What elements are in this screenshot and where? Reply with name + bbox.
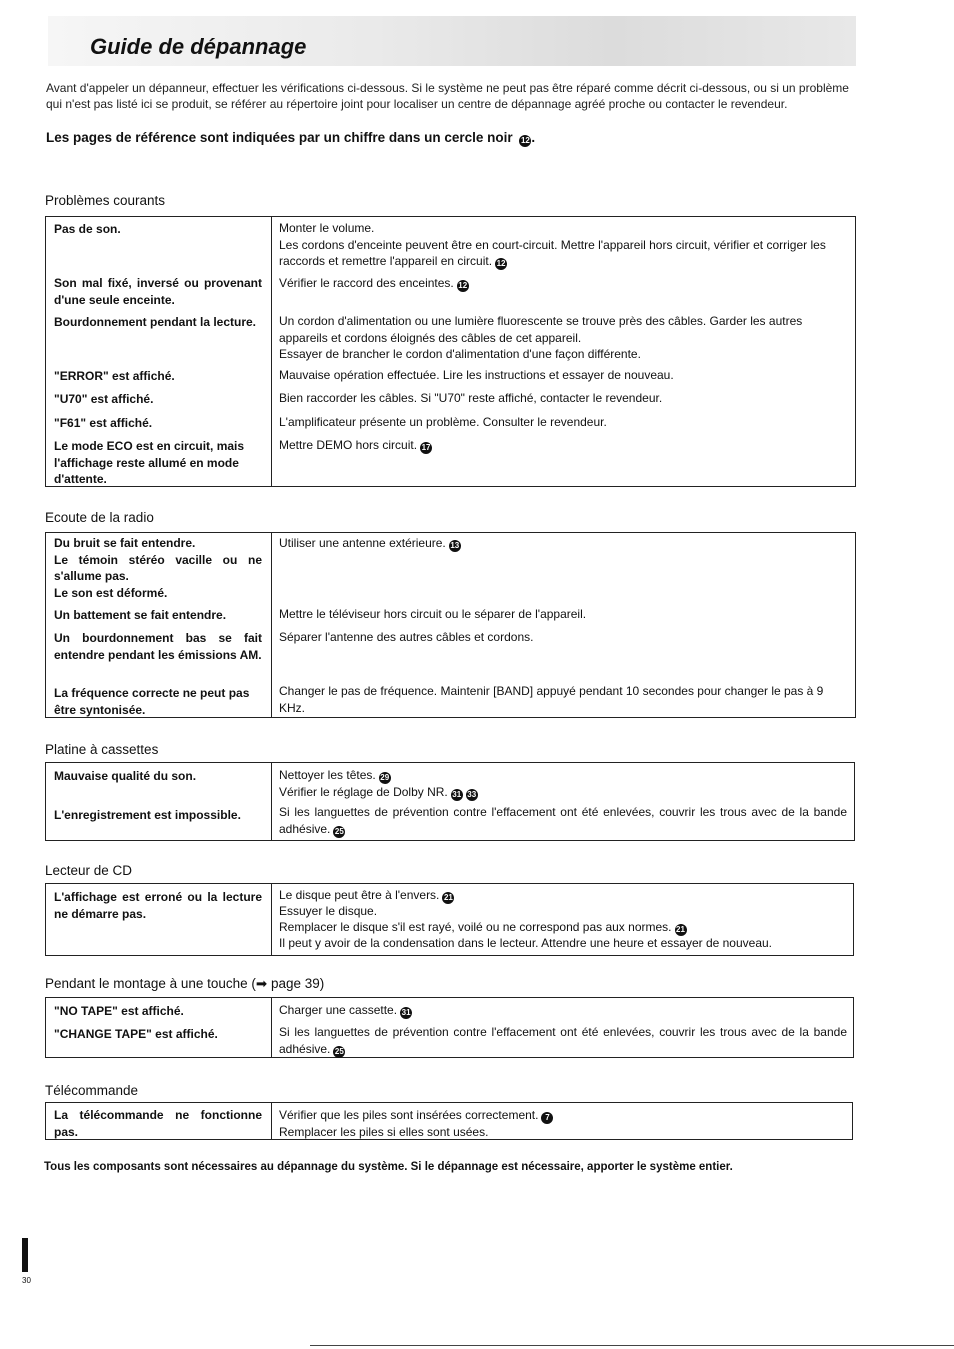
editing-table <box>45 997 854 1058</box>
problem-text: Un bourdonnement bas se fait entendre pendant les émissions AM. <box>54 631 262 662</box>
circled-number-badge: 31 <box>401 1008 411 1017</box>
circled-number-badge: 25 <box>334 1046 344 1056</box>
circled-number-badge: 33 <box>467 790 477 799</box>
page-number: 30 <box>22 1276 31 1285</box>
cd-table <box>45 883 854 956</box>
problem-text: Un battement se fait entendre. <box>54 608 227 622</box>
problem-text: "F61" est affiché. <box>54 416 153 430</box>
solution-line: Un cordon d'alimentation ou une lumière fluorescente se trouve près des câbles. Garder les autres appareils et cordons éloignés des câbles de cet appareil. <box>279 314 803 345</box>
circled-number-badge: 29 <box>380 773 390 782</box>
solution-line <box>279 1107 847 1124</box>
circled-number-badge: 12 <box>458 281 468 290</box>
column-divider <box>271 998 272 1057</box>
radio-table <box>45 532 856 718</box>
problem-text: "U70" est affiché. <box>54 392 154 406</box>
solution-line: Il peut y avoir de la condensation dans le lecteur. Attendre une heure et essayer de nouveau. <box>279 935 773 950</box>
problem-text: L'enregistrement est impossible. <box>54 808 241 822</box>
reference-note: Les pages de référence sont indiquées par un chiffre dans un cercle noir 12 . <box>46 130 536 145</box>
problem-text: Le mode ECO est en circuit, mais l'affichage reste allumé en mode d'attente. <box>54 439 245 486</box>
circled-number-badge: 21 <box>443 893 453 902</box>
problem-text: Mauvaise qualité du son. <box>54 769 197 783</box>
solution-text <box>279 888 849 951</box>
solution-line-text: Utiliser une antenne extérieure. <box>279 536 446 550</box>
solution-line-text: Remplacer le disque s'il est rayé, voilé ou ne correspond pas aux normes. <box>279 919 672 934</box>
solution-line: Essayer de brancher le cordon d'alimentation d'une façon différente. <box>279 347 641 361</box>
solution-line <box>279 784 849 801</box>
solution-text <box>279 220 849 270</box>
problem-text: Son mal fixé, inversé ou provenant d'une seule enceinte. <box>54 276 262 307</box>
common-problems-table <box>45 216 856 487</box>
circled-number-badge: 31 <box>452 790 462 799</box>
circled-number-badge: 13 <box>450 541 460 550</box>
circled-number-badge: 7 <box>541 1112 553 1124</box>
solution-text: Séparer l'antenne des autres câbles et cordons. <box>279 630 534 644</box>
column-divider <box>271 217 272 486</box>
solution-line <box>279 888 849 904</box>
section-title-common-problems: Problèmes courants <box>45 193 166 208</box>
solution-line: Remplacer les piles si elles sont usées. <box>279 1125 489 1139</box>
solution-text <box>279 437 849 454</box>
solution-line-text: Le disque peut être à l'envers. <box>279 888 440 902</box>
problem-text: Bourdonnement pendant la lecture. <box>54 315 257 329</box>
circled-number-badge: 17 <box>421 443 431 452</box>
problem-line: Du bruit se fait entendre. <box>54 536 196 550</box>
solution-text: Mauvaise opération effectuée. Lire les instructions et essayer de nouveau. <box>279 368 674 382</box>
solution-line-text: Si les languettes de prévention contre l'effacement ont été enlevées, couvrir les trous avec de la bande adhésive. <box>279 1025 847 1056</box>
solution-line-text: Nettoyer les têtes. <box>279 768 376 782</box>
column-divider <box>271 1103 272 1139</box>
problem-text: "ERROR" est affiché. <box>54 369 175 383</box>
solution-text: Changer le pas de fréquence. Maintenir [BAND] appuyé pendant 10 secondes pour changer le pas à 9 KHz. <box>279 684 824 715</box>
problem-text: Pas de son. <box>54 222 121 236</box>
column-divider <box>271 763 272 840</box>
circled-number-badge: 21 <box>676 924 685 934</box>
column-divider <box>271 884 272 955</box>
problem-text: La télécommande ne fonctionne pas. <box>54 1108 262 1139</box>
column-divider <box>271 533 272 717</box>
footer-note: Tous les composants sont nécessaires au dépannage du système. Si le dépannage est nécessaire, apporter le système entier. <box>44 1161 733 1173</box>
solution-line-text: Mettre DEMO hors circuit. <box>279 438 418 452</box>
problem-text: L'affichage est erroné ou la lecture ne démarre pas. <box>54 890 262 921</box>
problem-text: "CHANGE TAPE" est affiché. <box>54 1027 218 1041</box>
solution-text <box>279 1002 847 1019</box>
bottom-rule <box>310 1345 954 1346</box>
intro-paragraph: Avant d'appeler un dépanneur, effectuer les vérifications ci-dessous. Si le système ne peut pas être réparé comme décrit ci-dessous, ou si un problème qui n'est pas listé ici se produit, se référer au répertoire joint pour localiser un centre de dépannage agréé proche ou contacter le revendeur. <box>46 81 849 111</box>
page-title: Guide de dépannage <box>90 34 307 59</box>
section-title-one-touch-editing: Pendant le montage à une touche (➡ page 39) <box>45 976 325 991</box>
circled-number-badge: 12 <box>496 259 506 268</box>
solution-line-text: Si les languettes de prévention contre l'effacement ont été enlevées, couvrir les trous avec de la bande adhésive. <box>279 805 847 836</box>
section-title-cd: Lecteur de CD <box>45 863 133 878</box>
solution-line-text: Vérifier le raccord des enceintes. <box>279 276 454 290</box>
page-marker-bar <box>22 1238 28 1272</box>
solution-line-text: Charger une cassette. <box>279 1003 398 1017</box>
solution-line-text: Vérifier le réglage de Dolby NR. <box>279 785 448 799</box>
remote-table <box>45 1102 853 1140</box>
solution-text: L'amplificateur présente un problème. Consulter le revendeur. <box>279 415 607 429</box>
section-title-cassette: Platine à cassettes <box>45 742 159 757</box>
solution-text <box>279 1024 847 1058</box>
solution-line-text: Les cordons d'enceinte peuvent être en court-circuit. Mettre l'appareil hors circuit, vérifier et corriger les raccords et remettre l'appareil en circuit. <box>279 237 826 268</box>
solution-line-text: Vérifier que les piles sont insérées correctement. <box>279 1108 539 1122</box>
circled-number-badge: 12 <box>520 136 530 145</box>
solution-text <box>279 804 847 838</box>
solution-text <box>279 313 849 363</box>
solution-text: Bien raccorder les câbles. Si "U70" reste affiché, contacter le revendeur. <box>279 391 663 405</box>
solution-line <box>279 767 849 784</box>
section-title-remote: Télécommande <box>45 1083 139 1098</box>
problem-text: La fréquence correcte ne peut pas être syntonisée. <box>54 686 250 717</box>
solution-text <box>279 767 849 801</box>
problem-text <box>54 535 262 601</box>
circled-number-badge: 25 <box>334 826 344 836</box>
solution-text: Mettre le téléviseur hors circuit ou le séparer de l'appareil. <box>279 607 587 621</box>
solution-line: Essuyer le disque. <box>279 904 378 918</box>
problem-line: Le témoin stéréo vacille ou ne s'allume pas. <box>54 552 262 583</box>
solution-text <box>279 535 849 552</box>
problem-line: Le son est déformé. <box>54 585 168 600</box>
cassette-table <box>45 762 855 841</box>
problem-text: "NO TAPE" est affiché. <box>54 1004 184 1018</box>
solution-text <box>279 275 849 292</box>
solution-line <box>279 237 849 271</box>
solution-text <box>279 1107 847 1141</box>
section-title-radio: Ecoute de la radio <box>45 510 154 525</box>
solution-line <box>279 920 849 936</box>
solution-line: Monter le volume. <box>279 221 375 235</box>
reference-note-text: Les pages de référence sont indiquées par un chiffre dans un cercle noir <box>46 130 513 145</box>
